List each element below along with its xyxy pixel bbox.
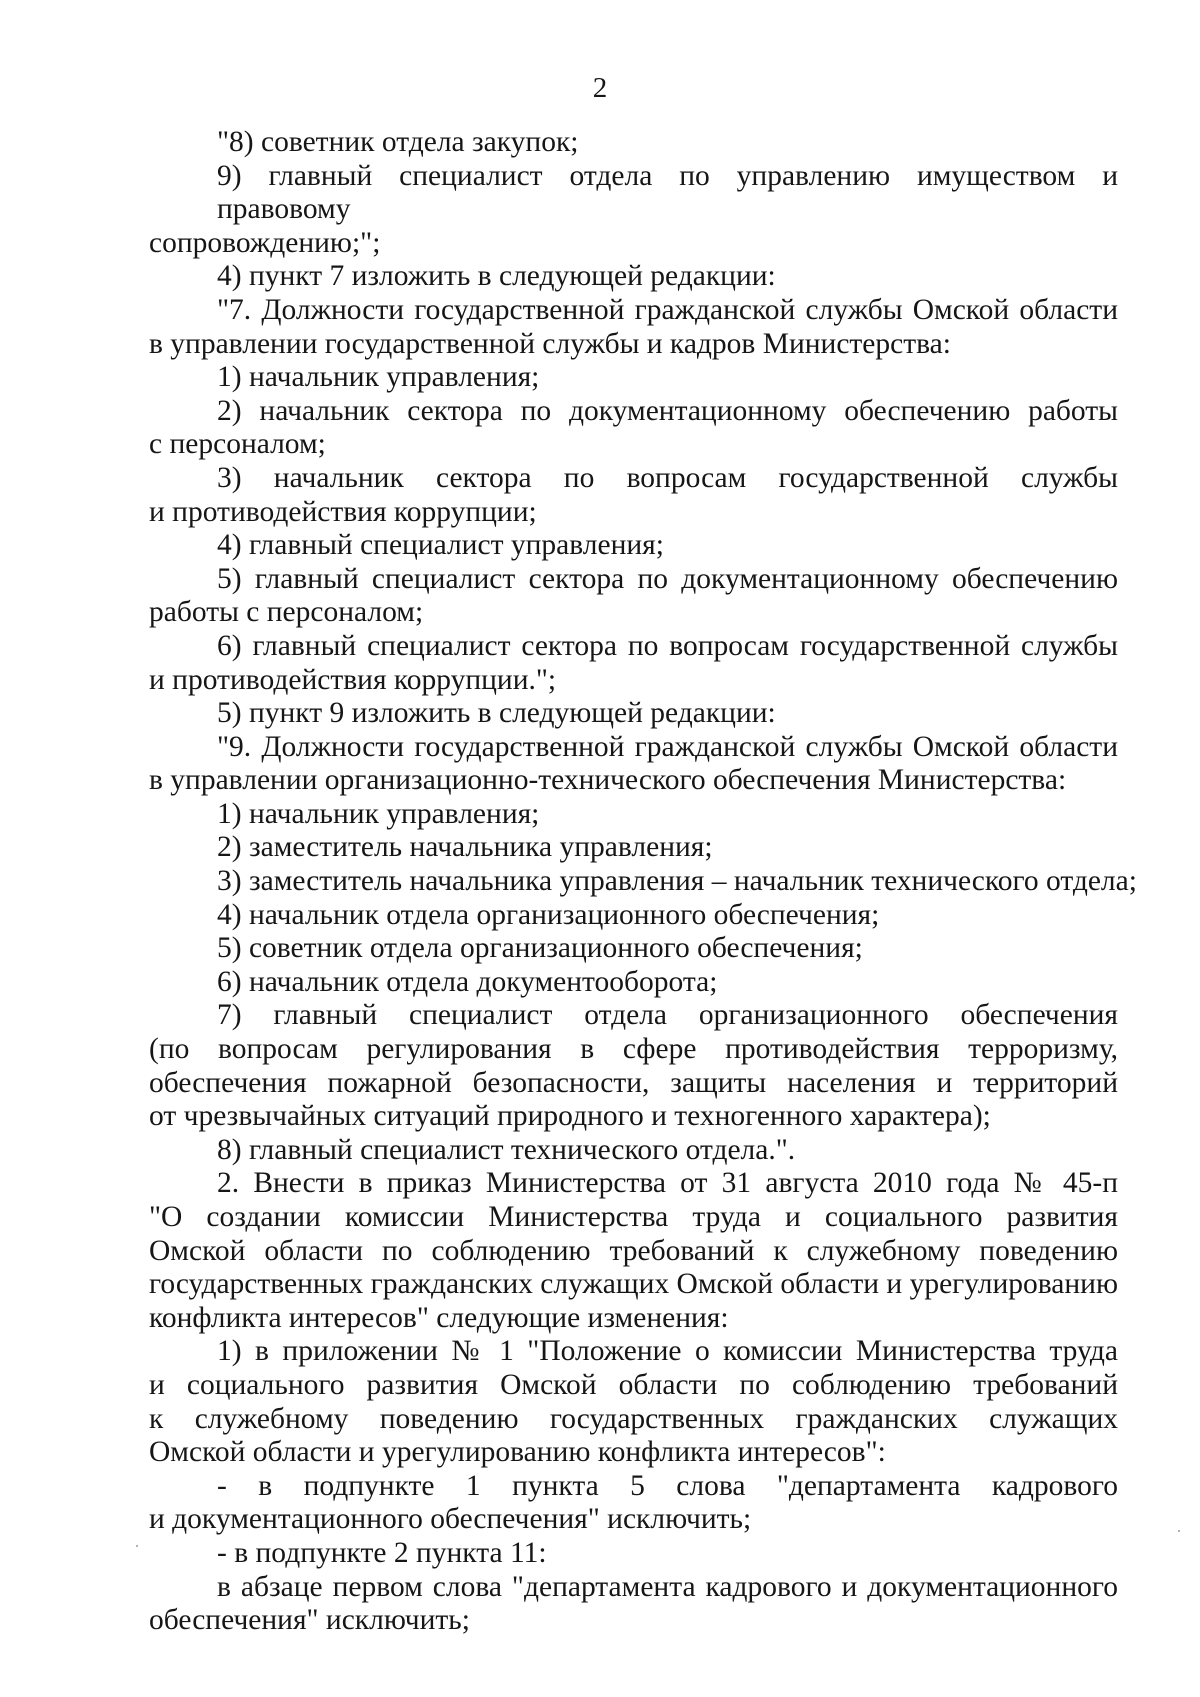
section-7-positions-title-continuation: в управлении государственной службы и кадров Министерства: (149, 327, 951, 360)
page-number: 2 (592, 72, 608, 104)
section-7-item-6: 6) главный специалист сектора по вопросам государственной службы (217, 629, 1118, 662)
clause-2-continuation-2: Омской области по соблюдению требований к служебному поведению (149, 1234, 1118, 1267)
section-9-item-7-continuation-2: обеспечения пожарной безопасности, защиты населения и территорий (149, 1066, 1118, 1099)
section-9-positions-title: "9. Должности государственной гражданской службы Омской области (217, 730, 1118, 763)
section-7-item-4: 4) главный специалист управления; (217, 529, 664, 562)
amendment-point-7-heading: 4) пункт 7 изложить в следующей редакции: (217, 260, 776, 293)
amendment-point-9-heading: 5) пункт 9 изложить в следующей редакции: (217, 697, 776, 730)
list-item-9-chief-specialist-property: 9) главный специалист отдела по управлению имуществом и правовому (217, 159, 1118, 226)
section-7-item-1: 1) начальник управления; (217, 361, 540, 394)
section-7-item-3-continuation: и противодействия коррупции; (149, 495, 537, 528)
first-paragraph-words-exclusion-continuation: обеспечения" исключить; (149, 1604, 470, 1637)
clause-2-item-1-continuation-1: и социального развития Омской области по соблюдению требований (149, 1368, 1118, 1401)
section-9-item-5: 5) советник отдела организационного обеспечения; (217, 932, 863, 965)
dash-item-subpoint-1-point-5: - в подпункте 1 пункта 5 слова "департамента кадрового (217, 1469, 1118, 1502)
clause-2-continuation-3: государственных гражданских служащих Омской области и урегулированию (149, 1268, 1118, 1301)
section-7-positions-title: "7. Должности государственной гражданской службы Омской области (217, 293, 1118, 326)
section-7-item-2-continuation: с персоналом; (149, 428, 326, 461)
section-9-item-7-continuation-1: (по вопросам регулирования в сфере противодействия терроризму, (149, 1033, 1118, 1066)
section-7-item-3: 3) начальник сектора по вопросам государственной службы (217, 461, 1118, 494)
section-9-positions-title-continuation: в управлении организационно-технического обеспечения Министерства: (149, 764, 1067, 797)
section-9-item-3: 3) заместитель начальника управления – начальник технического отдела; (217, 865, 1137, 898)
clause-2-item-1-continuation-2: к служебному поведению государственных гражданских служащих (149, 1402, 1118, 1435)
section-7-item-5-continuation: работы с персоналом; (149, 596, 424, 629)
section-9-item-7-continuation-3: от чрезвычайных ситуаций природного и техногенного характера); (149, 1100, 991, 1133)
section-7-item-6-continuation: и противодействия коррупции."; (149, 663, 557, 696)
section-9-item-4: 4) начальник отдела организационного обеспечения; (217, 898, 880, 931)
clause-2-item-1-continuation-3: Омской области и урегулированию конфликта интересов": (149, 1436, 886, 1469)
section-9-item-7: 7) главный специалист отдела организационного обеспечения (217, 999, 1118, 1032)
section-9-item-2: 2) заместитель начальника управления; (217, 831, 713, 864)
clause-2-item-1: 1) в приложении № 1 "Положение о комиссии Министерства труда (217, 1335, 1118, 1368)
scan-artifact-dot (1178, 1530, 1180, 1532)
document-body (149, 126, 1137, 1638)
list-item-9-continuation: сопровождению;"; (149, 226, 381, 259)
clause-2-continuation-1: "О создании комиссии Министерства труда и социального развития (149, 1201, 1118, 1233)
scan-artifact-dot (136, 1545, 138, 1547)
section-7-item-2: 2) начальник сектора по документационному обеспечению работы (217, 394, 1118, 427)
clause-2-continuation-4: конфликта интересов" следующие изменения: (149, 1301, 729, 1334)
section-7-item-5: 5) главный специалист сектора по документационному обеспечению (217, 562, 1118, 595)
first-paragraph-words-exclusion: в абзаце первом слова "департамента кадрового и документационного (217, 1570, 1118, 1603)
section-9-item-8: 8) главный специалист технического отдела.". (217, 1133, 796, 1166)
section-9-item-6: 6) начальник отдела документооборота; (217, 965, 718, 998)
clause-2-amend-order: 2. Внести в приказ Министерства от 31 августа 2010 года № 45-п (217, 1167, 1118, 1200)
dash-item-subpoint-2-point-11: - в подпункте 2 пункта 11: (217, 1536, 547, 1569)
list-item-8-advisor-procurement: "8) советник отдела закупок; (217, 126, 579, 158)
dash-item-subpoint-1-point-5-continuation: и документационного обеспечения" исключить; (149, 1503, 752, 1536)
section-9-item-1: 1) начальник управления; (217, 797, 540, 830)
